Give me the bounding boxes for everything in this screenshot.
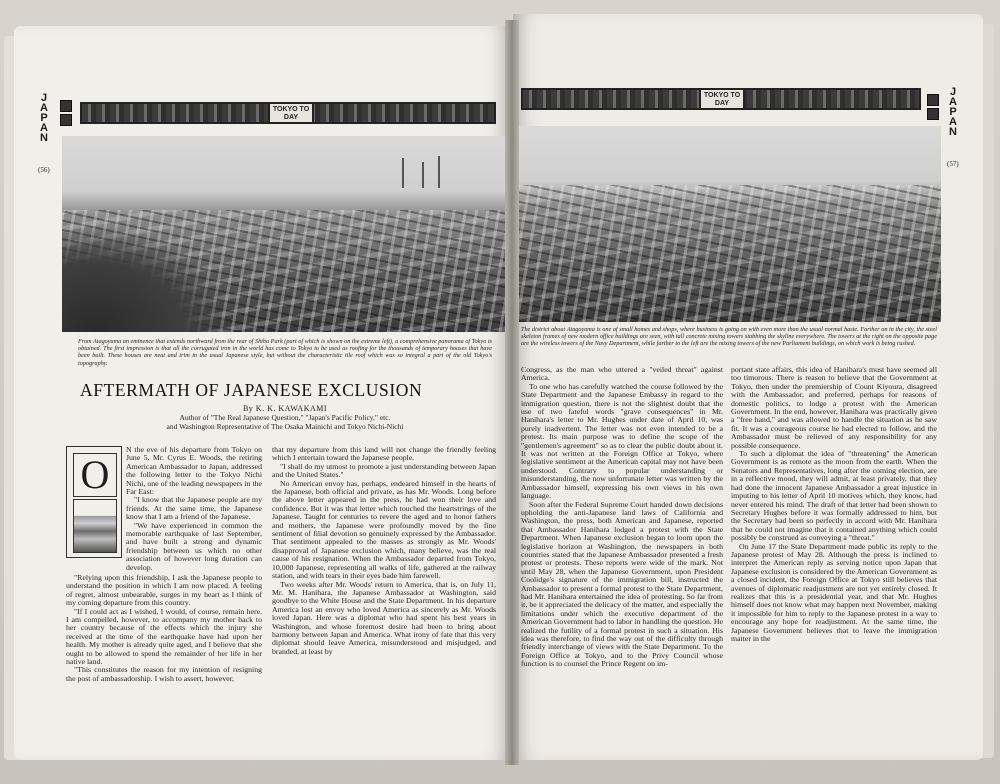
paragraph: N the eve of his departure from Tokyo on June 5, Mr. Cyrus E. Woods, the retiring American Ambassador to Japan, addressed the following letter to the Tokyo Nichi Nichi, one of the leading newspapers in the Far East: (126, 446, 262, 497)
right-ornament-square (927, 94, 939, 106)
rooftops (517, 185, 941, 322)
left-banner (80, 102, 496, 124)
smokestack (402, 158, 404, 188)
left-panorama-photo (62, 136, 510, 332)
smokestack (438, 156, 440, 188)
right-page (513, 14, 983, 760)
left-column-1-bottom (66, 574, 262, 750)
left-page (14, 26, 511, 760)
paragraph: No American envoy has, perhaps, endeared himself in the hearts of the Japanese, both official and private, as has Mr. Woods. Long before the above letter appeared in the press, he had won their love and confidence. But it was that letter which touched the heartstrings of the Japanese. Taught for centuries to revere the aged and to honor fathers and mothers, the Japanese were profoundly moved by the fine sentiment of filial devotion so genuinely expressed by the Ambassador. That sentiment appealed to the masses as strongly as Mr. Woods' disapproval of Japanese exclusion which, many believe, was the real cause of his resignation. When the Ambassador departed from Tokyo, 10,000 Japanese, representing all walks of life, gathered at the railway station, and with tears in their eyes bade him farewell. (272, 478, 496, 581)
right-column-2 (731, 366, 937, 750)
left-banner-badge: TOKYO TO DAY (268, 102, 314, 124)
drop-cap-letter: O (73, 453, 117, 497)
paragraph: Two weeks after Mr. Woods' return to America, that is, on July 11, Mr. M. Hanihara, the Japanese Ambassador at Washington, said goodbye to the White House and the State Department. In his departure America lost an envoy who loved America as sincerely as Mr. Woods loved Japan. Here was a diplomat who had spent his best years in Washington, and whose foremost desire had been to bring about harmony between Japan and America. What irony of fate that this very diplomat should leave America, misunderstood and misjudged, and branded, at least by (272, 579, 496, 656)
author-credit-1: Author of "The Real Japanese Question," "Japan's Pacific Policy," etc. (179, 413, 391, 422)
right-page-number: (57) (947, 160, 959, 168)
author-credit-2: and Washington Representative of The Osaka Mainichi and Tokyo Nichi-Nichi (166, 422, 404, 431)
right-photo-caption: The district about Atagoyama is one of small homes and shops, where business is going on with even more than the usual normal haste. Farther on in the city, the steel skeleton frames of new modern office buildings are seen, with tall concrete mixing towers stabbing the skyline everywhere. The towers at the right on the opposite page are the wireless towers of the Navy Department, while farther to the left are the mixing towers of the new Parliament buildings, on which work is being rushed. (521, 326, 937, 348)
drop-cap-illustration (73, 499, 117, 553)
left-photo-caption: From Atagoyama an eminence that extends northward from the rear of Shiba Park (part of which is shown on the extreme left), a comprehensive panorama of Tokyo is obtained. The first impression is that all the corrugated iron in the world has come to Tokyo to be used as roofing for the thousands of temporary houses that have been built. These houses are neat and trim in the usual Japanese style, but without the characteristic tile roof which was so integral a part of the old Tokyo's topography. (78, 338, 492, 367)
byline-author: By K. K. KAWAKAMI (242, 404, 328, 413)
paragraph: Congress, as the man who uttered a "veiled threat" against America. (521, 366, 723, 383)
left-page-number: (56) (38, 166, 50, 174)
left-ornament-square (60, 114, 72, 126)
left-ornament-square (60, 100, 72, 112)
left-masthead-text: JAPAN (38, 92, 50, 142)
paragraph: "Relying upon this friendship, I ask the Japanese people to understand the position in which I am now placed. A feeling of regret, almost unbearable, surges in my heart as I think of my coming departure from this country. (66, 574, 262, 608)
paragraph: "This constitutes the reason for my intention of resigning the post of ambassadorship. I wish to assert, however, (66, 665, 262, 683)
right-ornament-square (927, 108, 939, 120)
right-masthead (947, 86, 959, 136)
left-column-1-top (126, 446, 262, 574)
paragraph: "If I could act as I wished, I would, of course, remain here. I am compelled, however, to accompany my mother back to her country because of the effects which the injury she received at the time of the earthquake have had upon her health. My mother is already quite aged, and I believe that she ought to be allowed to spend the remainder of her life in her native land. (66, 606, 262, 667)
paragraph: "We have experienced in common the memorable earthquake of last September, and have built a strong and dynamic friendship between us which no other association of however long duration can develop. (126, 520, 262, 572)
paragraph: "I shall do my utmost to promote a just understanding between Japan and the United States." (272, 461, 496, 480)
shiba-park-hill (62, 224, 232, 332)
smokestack (422, 162, 424, 188)
right-masthead-text: JAPAN (947, 86, 959, 136)
right-panorama-photo (517, 126, 941, 322)
paragraph: that my departure from this land will not change the friendly feeling which I entertain toward the Japanese people. (272, 446, 496, 463)
left-column-2 (272, 446, 496, 750)
right-banner-badge: TOKYO TO DAY (699, 88, 745, 110)
paragraph: Soon after the Federal Supreme Court handed down decisions upholding the anti-Japanese land laws of California and Washington, the press, both American and Japanese, reported that Ambassador Hanihara lodged a protest with the State Department. When Japanese exclusion began to loom upon the legislative horizon at Washington, the newspapers in both countries stated that the Japanese Ambassador presented a fresh protest or protests. These reports were wide of the mark. Not until May 28, when the Japanese Government, upon President Coolidge's signature of the immigration bill, instructed the Ambassador to present a formal protest to the State Department, had Mr. Hanihara entertained the idea of protesting. So far from it, be it appreciated the delicacy of the matter, and especially the limitations under which the executive department of the American Government had to labor in handling the question. He realized the futility of a formal protest in such a situation. His idea was therefore, to find the way out of the difficulty through friendly interchange of views with the State Department. To the Foreign Office at Tokyo, and to the Privy Council whose function is to counsel the Prince Regent on im- (521, 499, 723, 669)
paragraph: "I know that the Japanese people are my friends. At the same time, the Japanese know that I am a friend of the Japanese. (126, 495, 262, 522)
article-headline: AFTERMATH OF JAPANESE EXCLUSION (80, 380, 423, 400)
drop-cap-box (66, 446, 122, 558)
book-spine (505, 20, 519, 765)
paragraph: On June 17 the State Department made public its reply to the Japanese protest of May 28. Although the press is inclined to interpret the American reply as serving notice upon Japan that Japanese exclusion is considered by the American Government as a closed incident, the Foreign Office at Tokyo still believes that avenues of diplomatic readjustment are not yet entirely closed. It realizes that this is a presidential year, and that Mr. Hughes himself does not know what may happen next November, making it impossible for him to reply to the Japanese protest in a way to encourage any hope for readjustment. At the same time, the Japanese Government believes that to leave the immigration matter in the (731, 541, 937, 643)
right-column-1 (521, 366, 723, 750)
paragraph: To such a diplomat the idea of "threatening" the American Government is as remote as the moon from the earth. When the Senators and Representatives, long after the coming election, are in a reflective mood, they will admit, at least privately, that they had done the innocent Japanese Ambassador a great injustice in imputing to his letter of April 10 motives which, they know, had never entered his mind. The draft of that letter had been shown to Secretary Hughes before it was formally addressed to him, but the Secretary had been so perfectly in accord with Mr. Hanihara that he could not imagine that it contained anything which could possibly be construed as conveying a "threat." (731, 449, 937, 543)
paragraph: To one who has carefully watched the course followed by the State Department and the Japanese Embassy in regard to the immigration question, there is not the slightest doubt that the use of two fateful words "grave consequences" in Mr. Hanihara's letter to Mr. Hughes under date of April 10, was purely inadvertent. The letter was not even intended to be a protest. Its main purpose was to define the scope of the "gentlemen's agreement" so as to clear the public doubt about it. It was not written at the Foreign Office at Tokyo, where legislative sentiment at the American capital may not have been understood. Contrary to popular understanding or misunderstanding, the now unfortunate letter was written by the Ambassador himself, expressing his own views in his own language. (521, 381, 723, 501)
right-banner (521, 88, 921, 110)
paragraph: portant state affairs, this idea of Hanihara's must have seemed all too timorous. There is reason to believe that the Government at Tokyo, then under the premiership of Count Kiyoura, disagreed with the Ambassador, and preferred, perhaps for reasons of domestic politics, to lodge a protest with the American Government. In the end, however, Hanihara was practically given a "free hand," and was allowed to handle the situation as he saw fit. It was a courageous course he had elected to follow, and the Ambassador must be relieved of any responsibility for any possible consequence. (731, 366, 937, 450)
article-byline (80, 404, 490, 431)
left-masthead (38, 92, 50, 142)
